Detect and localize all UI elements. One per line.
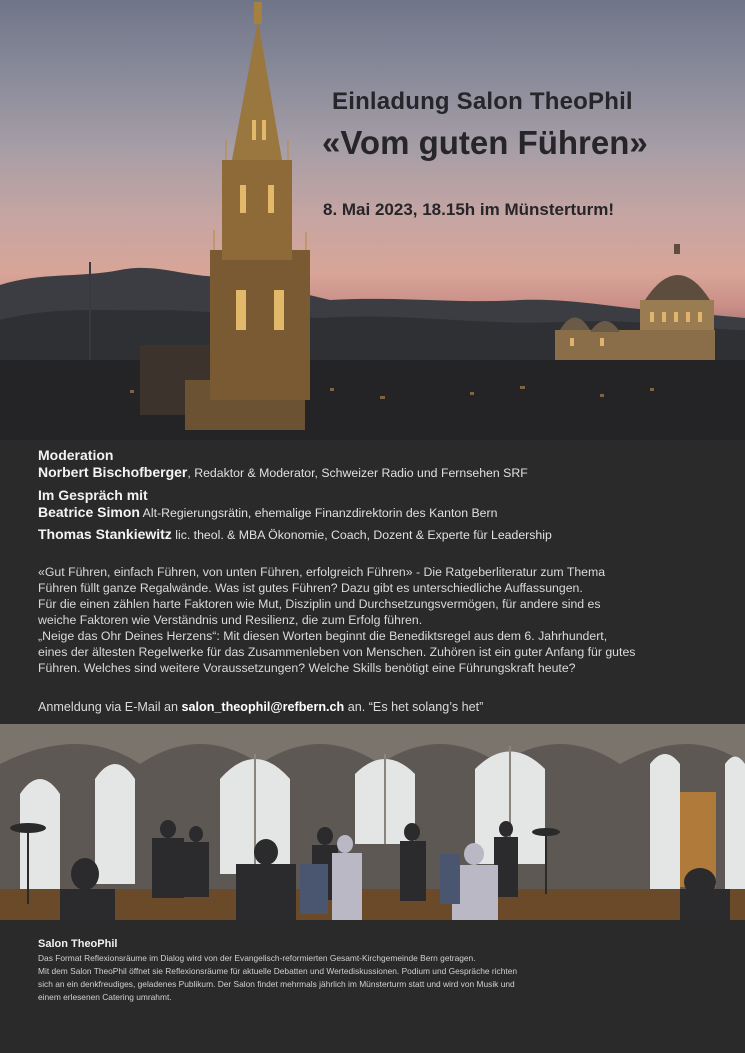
footer-line: Mit dem Salon TheoPhil öffnet sie Reflexionsräume für aktuelle Debatten und Wertediskussionen. Podium und Gespräche richten bbox=[38, 966, 518, 976]
registration-line bbox=[38, 700, 707, 714]
moderation-label: Moderation bbox=[38, 447, 114, 463]
minster-tower bbox=[140, 2, 310, 430]
event-description bbox=[38, 564, 707, 676]
bern-skyline-illustration bbox=[0, 0, 745, 440]
guest bbox=[38, 504, 707, 522]
description-line: «Gut Führen, einfach Führen, von unten Führen, erfolgreich Führen» - Die Ratgeberliteratur zum Thema bbox=[38, 565, 606, 579]
guest-name: Thomas Stankiewitz bbox=[38, 526, 172, 542]
footer-line: sich an ein denkfreudiges, geladenes Publikum. Der Salon findet mehrmals jährlich im Münsterturm statt und wird von Musik und bbox=[38, 979, 515, 989]
description-line: weiche Faktoren wie Verständnis und Resilienz, die zum Erfolg führen. bbox=[38, 613, 423, 627]
description-line: Führen. Welches sind weitere Voraussetzungen? Welche Skills benötigt eine Führungskraft heute? bbox=[38, 661, 576, 675]
event-subtitle: «Vom guten Führen» bbox=[322, 124, 648, 161]
event-info-section bbox=[0, 440, 745, 724]
guest-name: Beatrice Simon bbox=[38, 504, 140, 520]
footer-text bbox=[38, 952, 707, 1004]
hall-illustration bbox=[0, 724, 745, 920]
federal-palace bbox=[555, 244, 715, 360]
footer-line: Das Format Reflexionsräume im Dialog wird von der Evangelisch-reformierten Gesamt-Kirchgemeinde Bern getragen. bbox=[38, 953, 476, 963]
moderator-name: Norbert Bischofberger bbox=[38, 464, 188, 480]
description-line: eines der ältesten Regelwerke für das Zusammenleben von Menschen. Zuhören ist ein guter Anfang für gutes bbox=[38, 645, 636, 659]
registration-email-link[interactable]: salon_theophil@refbern.ch bbox=[181, 700, 345, 714]
description-line: „Neige das Ohr Deines Herzens“: Mit diesen Worten beginnt die Benediktsregel aus dem 6. Jahrhundert, bbox=[38, 629, 608, 643]
conversation-label: Im Gespräch mit bbox=[38, 487, 148, 503]
moderator-role: , Redaktor & Moderator, Schweizer Radio und Fernsehen SRF bbox=[187, 466, 528, 480]
event-hall-photo bbox=[0, 724, 745, 920]
footer-title: Salon TheoPhil bbox=[38, 938, 118, 950]
guest bbox=[38, 526, 707, 544]
registration-prefix: Anmeldung via E-Mail an bbox=[38, 700, 182, 714]
description-line: Führen füllt ganze Regalwände. Was ist gutes Führen? Dazu gibt es unterschiedliche Auffassungen. bbox=[38, 581, 583, 595]
invitation-title: Einladung Salon TheoPhil bbox=[332, 88, 633, 115]
moderator bbox=[38, 464, 707, 482]
event-date: 8. Mai 2023, 18.15h im Münsterturm! bbox=[323, 200, 614, 219]
registration-suffix: an. “Es het solang’s het” bbox=[344, 700, 484, 714]
hero-photo-bern-cathedral bbox=[0, 0, 745, 440]
description-line: Für die einen zählen harte Faktoren wie Mut, Disziplin und Durchsetzungsvermögen, für andere sind es bbox=[38, 597, 601, 611]
footer-section bbox=[0, 920, 745, 1053]
guest-role: Alt-Regierungsrätin, ehemalige Finanzdirektorin des Kanton Bern bbox=[139, 506, 498, 520]
footer-line: einem erlesenen Catering umrahmt. bbox=[38, 992, 172, 1002]
guest-role: lic. theol. & MBA Ökonomie, Coach, Dozent & Experte für Leadership bbox=[171, 528, 552, 542]
